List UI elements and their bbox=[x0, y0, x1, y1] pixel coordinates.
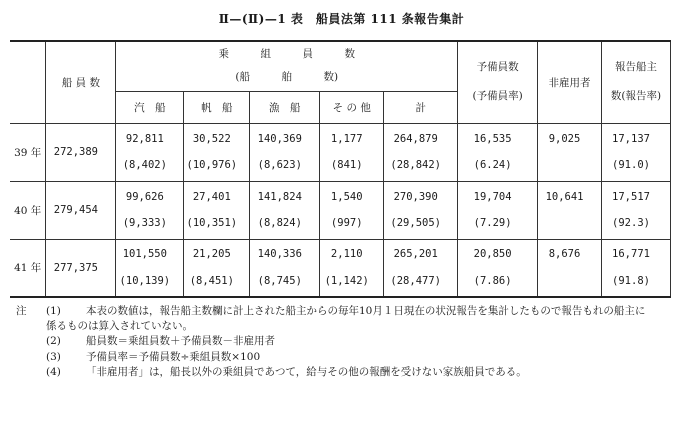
fishing-ships: (8,623) bbox=[257, 159, 302, 171]
footnote-1-continuation: 係るものは算入されていない。 bbox=[46, 320, 193, 333]
total-cell bbox=[384, 239, 458, 297]
reserve-rate: (7.86) bbox=[473, 274, 512, 287]
fishing-crew: 140,369 bbox=[257, 132, 302, 145]
footnote-text: 「非雇用者」は，船長以外の乗組員であつて，給与その他の報酬を受けない家族船員である。 bbox=[86, 365, 527, 378]
footnote-text: 本表の数値は，報告船主数欄に計上された船主からの毎年10月１日現在の状況報告を集計したもので報告もれの船主に bbox=[86, 305, 646, 317]
total-ships: (29,505) bbox=[390, 217, 441, 229]
footnote-number: (3) bbox=[46, 350, 61, 363]
fishing-cell bbox=[250, 239, 320, 297]
reporting-cell bbox=[602, 123, 671, 181]
header-crew-group-label: 乗 組 員 数 bbox=[218, 47, 356, 60]
corner-cell bbox=[10, 41, 46, 123]
non-employed-cell bbox=[538, 123, 602, 181]
crew-report-table bbox=[10, 40, 671, 298]
steam-cell bbox=[116, 239, 184, 297]
reserve-cell bbox=[458, 181, 538, 239]
table-title: Ⅱ—(Ⅱ)—1 表 船員法第 111 条報告集計 bbox=[218, 12, 465, 26]
other-ships: (1,142) bbox=[324, 274, 369, 287]
reporting-cell bbox=[602, 239, 671, 297]
footnote-text: 予備員率＝予備員数÷乗組員数×100 bbox=[86, 350, 261, 363]
total-ships: (28,477) bbox=[390, 274, 441, 287]
footnote-number: (1) bbox=[46, 305, 61, 317]
header-non-employed: 非雇用者 bbox=[538, 41, 602, 123]
footnote-1 bbox=[16, 304, 676, 319]
header-crew-count: 船 員 数 bbox=[46, 41, 116, 123]
row-year: 39 年 bbox=[10, 123, 46, 181]
steam-crew: 92,811 bbox=[125, 132, 164, 145]
fishing-crew: 140,336 bbox=[257, 248, 302, 261]
table-row bbox=[10, 239, 671, 297]
non-employed-cell bbox=[538, 181, 602, 239]
steam-ships: (8,402) bbox=[122, 159, 167, 171]
header-reserve-sub: (予備員率) bbox=[472, 90, 523, 103]
reserve-cell bbox=[458, 123, 538, 181]
header-steam: 汽 船 bbox=[116, 91, 184, 123]
reporting-rate: (91.8) bbox=[612, 274, 650, 287]
non-employed-count: 9,025 bbox=[548, 132, 581, 145]
fishing-crew: 141,824 bbox=[257, 190, 302, 203]
crew-count-cell: 279,454 bbox=[46, 181, 116, 239]
header-reporting bbox=[602, 41, 671, 123]
steam-cell bbox=[116, 123, 184, 181]
row-year: 41 年 bbox=[10, 239, 46, 297]
reserve-cell bbox=[458, 239, 538, 297]
sail-cell bbox=[184, 123, 250, 181]
table-row bbox=[10, 123, 671, 181]
total-cell bbox=[384, 181, 458, 239]
footnote-text: 船員数＝乗組員数＋予備員数－非雇用者 bbox=[86, 335, 275, 348]
sail-crew: 27,401 bbox=[192, 190, 231, 203]
reporting-rate: (92.3) bbox=[612, 217, 650, 229]
notes-label: 注 bbox=[16, 305, 27, 317]
other-cell bbox=[320, 239, 384, 297]
other-ships: (997) bbox=[330, 217, 363, 229]
header-other: そ の 他 bbox=[320, 91, 384, 123]
header-reserve-label: 予備員数 bbox=[476, 60, 519, 73]
steam-cell bbox=[116, 181, 184, 239]
fishing-cell bbox=[250, 123, 320, 181]
other-crew: 1,177 bbox=[330, 132, 363, 145]
sail-ships: (8,451) bbox=[189, 274, 234, 287]
footnote-2 bbox=[16, 334, 676, 349]
header-fishing: 漁 船 bbox=[250, 91, 320, 123]
fishing-ships: (8,745) bbox=[257, 274, 302, 287]
reserve-count: 20,850 bbox=[473, 248, 512, 261]
steam-crew: 99,626 bbox=[125, 190, 164, 203]
other-ships: (841) bbox=[330, 159, 363, 171]
footnote-3 bbox=[16, 350, 676, 365]
sail-ships: (10,976) bbox=[186, 159, 238, 171]
fishing-cell bbox=[250, 181, 320, 239]
row-year: 40 年 bbox=[10, 181, 46, 239]
reserve-count: 16,535 bbox=[473, 132, 512, 145]
reserve-count: 19,704 bbox=[473, 190, 512, 203]
non-employed-count: 8,676 bbox=[548, 248, 581, 261]
header-sail: 帆 船 bbox=[184, 91, 250, 123]
crew-count-cell: 277,375 bbox=[46, 239, 116, 297]
reporting-rate: (91.0) bbox=[612, 159, 650, 171]
crew-count-cell: 272,389 bbox=[46, 123, 116, 181]
steam-ships: (10,139) bbox=[119, 274, 171, 287]
header-reporting-label: 報告船主 bbox=[615, 60, 657, 73]
header-reporting-sub: 数(報告率) bbox=[610, 90, 662, 103]
sail-crew: 30,522 bbox=[192, 132, 231, 145]
sail-crew: 21,205 bbox=[192, 248, 231, 261]
reporting-count: 17,517 bbox=[612, 190, 650, 203]
fishing-ships: (8,824) bbox=[257, 217, 302, 229]
reporting-count: 16,771 bbox=[612, 248, 650, 261]
footnote-number: (2) bbox=[46, 335, 61, 348]
other-cell bbox=[320, 181, 384, 239]
reserve-rate: (6.24) bbox=[473, 159, 512, 171]
total-cell bbox=[384, 123, 458, 181]
steam-crew: 101,550 bbox=[122, 248, 167, 261]
total-crew: 270,390 bbox=[393, 190, 438, 203]
steam-ships: (9,333) bbox=[122, 217, 167, 229]
footnote-4 bbox=[16, 365, 676, 380]
footnote-number: (4) bbox=[46, 365, 61, 378]
total-crew: 265,201 bbox=[393, 248, 438, 261]
reporting-cell bbox=[602, 181, 671, 239]
total-crew: 264,879 bbox=[393, 132, 438, 145]
other-crew: 2,110 bbox=[330, 248, 363, 261]
other-cell bbox=[320, 123, 384, 181]
reserve-rate: (7.29) bbox=[473, 217, 512, 229]
header-crew-group bbox=[116, 41, 458, 91]
header-total: 計 bbox=[384, 91, 458, 123]
footnotes bbox=[16, 304, 676, 380]
header-reserve bbox=[458, 41, 538, 123]
reporting-count: 17,137 bbox=[612, 132, 650, 145]
non-employed-cell bbox=[538, 239, 602, 297]
non-employed-count: 10,641 bbox=[545, 190, 584, 203]
sail-ships: (10,351) bbox=[186, 217, 238, 229]
total-ships: (28,842) bbox=[390, 159, 441, 171]
header-crew-group-sub: (船 舶 数) bbox=[235, 71, 339, 84]
sail-cell bbox=[184, 239, 250, 297]
other-crew: 1,540 bbox=[330, 190, 363, 203]
sail-cell bbox=[184, 181, 250, 239]
table-row bbox=[10, 181, 671, 239]
